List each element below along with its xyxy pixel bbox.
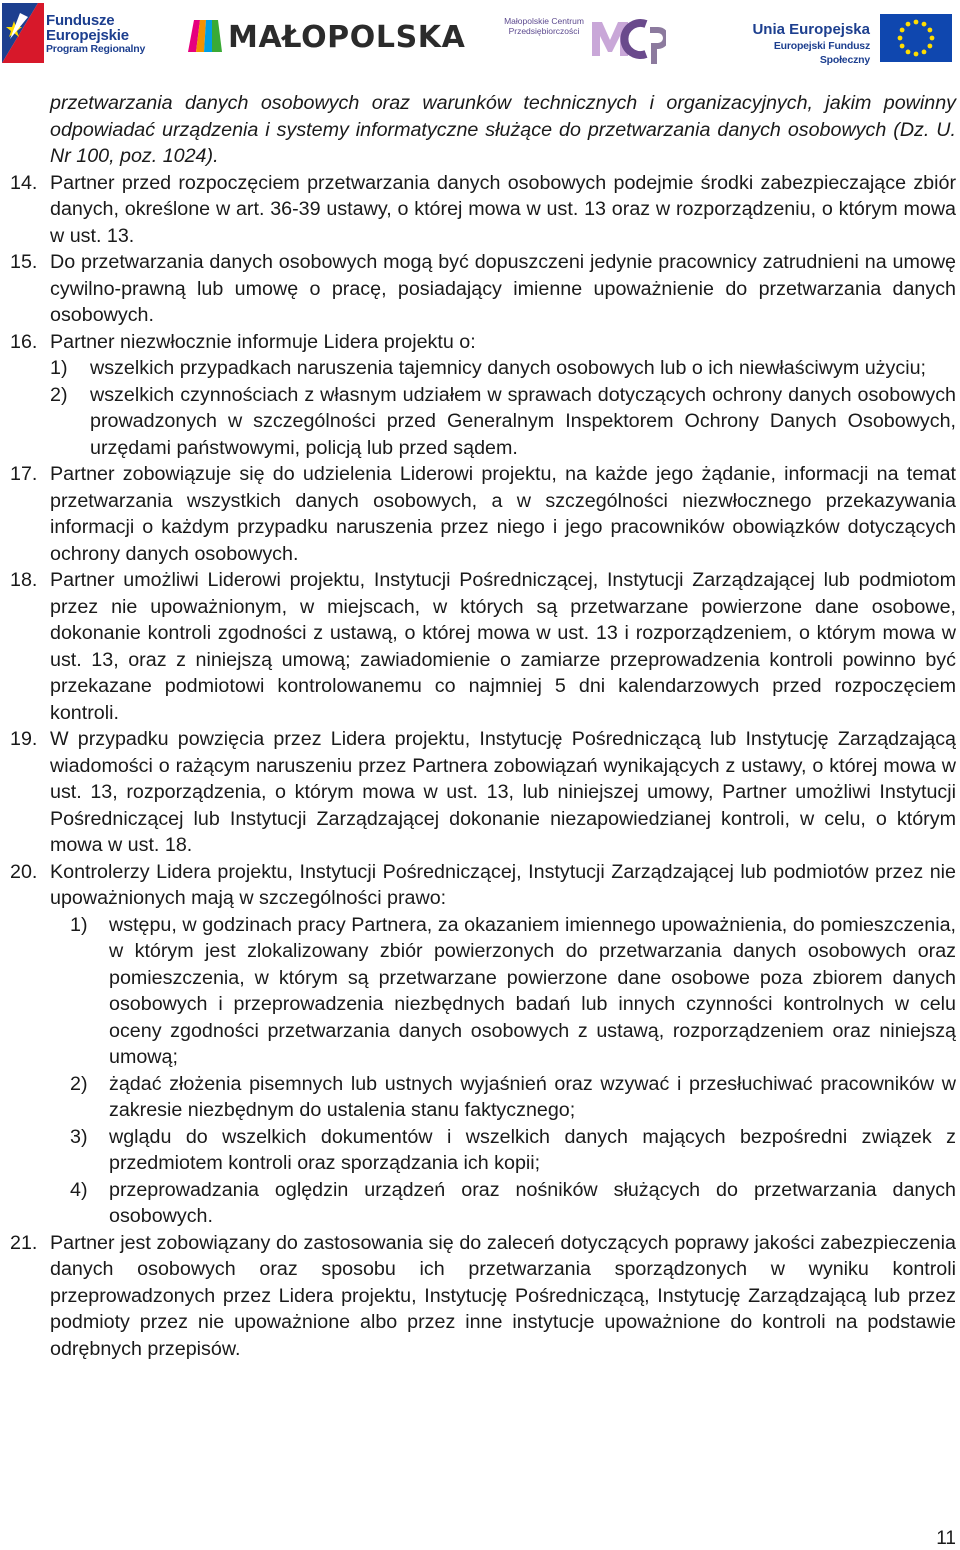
page-header bbox=[0, 0, 960, 72]
malopolska-logo bbox=[186, 16, 466, 56]
paragraph-18 bbox=[10, 567, 956, 726]
paragraph-14 bbox=[10, 170, 956, 250]
paragraph-number: 18. bbox=[10, 569, 38, 591]
point-text: wszelkich przypadkach naruszenia tajemnicy danych osobowych lub o ich niewłaściwym użyciu; bbox=[90, 357, 927, 379]
point-text: przeprowadzania oględzin urządzeń oraz nośników służących do przetwarzania danych osobowych. bbox=[109, 1178, 956, 1227]
mcp-name: Małopolskie Centrum Przedsiębiorczości bbox=[504, 16, 584, 36]
point-number: 4) bbox=[70, 1178, 88, 1201]
paragraph-text: Partner przed rozpoczęciem przetwarzania danych osobowych podejmie środki zabezpieczające zbiór danych, określone w art. 36-39 ustawy, o której mowa w ust. 13 oraz w rozporządzeniu, o którym mowa w ust. 13. bbox=[50, 171, 956, 247]
paragraph-number: 19. bbox=[10, 728, 38, 750]
paragraph-number: 20. bbox=[10, 860, 38, 883]
paragraph-text: Partner niezwłocznie informuje Lidera projektu o: bbox=[50, 330, 476, 353]
paragraph-20-point-4 bbox=[10, 1177, 956, 1230]
eu-flag-icon bbox=[880, 14, 952, 62]
paragraph-16-point-1 bbox=[10, 355, 956, 382]
point-number: 2) bbox=[70, 1072, 88, 1095]
paragraph-text: Do przetwarzania danych osobowych mogą być dopuszczeni jedynie pracownicy zatrudnieni na umowę cywilno-prawną lub umowę o pracę, posiadający imienne upoważnienie do przetwarzania danych osobowych. bbox=[50, 251, 956, 326]
paragraph-20 bbox=[10, 859, 956, 912]
document-body bbox=[10, 90, 956, 1362]
fundusze-europejskie-emblem-icon bbox=[2, 3, 44, 63]
malopolska-m-icon bbox=[186, 16, 226, 56]
fe-line-1: Fundusze bbox=[46, 12, 115, 29]
paragraph-text: Partner jest zobowiązany do zastosowania się do zaleceń dotyczących poprawy jakości zabezpieczenia danych osobowych oraz sposobu ich przetwarzania sporządzonych w wyniku kontroli przeprowadzonych przez Lidera projektu, Instytucję Pośredniczącą, Instytucję Zarządzającą lub przez podmioty przez nie upoważnione albo przez inne instytucje upoważnione do kontroli na podstawie odrębnych przepisów. bbox=[50, 1231, 956, 1360]
paragraph-number: 15. bbox=[10, 251, 38, 273]
paragraph-20-point-2 bbox=[10, 1071, 956, 1124]
paragraph-21 bbox=[10, 1230, 956, 1363]
eu-line-2: Europejski Fundusz Społeczny bbox=[773, 40, 870, 66]
point-number: 1) bbox=[50, 357, 68, 379]
paragraph-text: Partner zobowiązuje się do udzielenia Liderowi projektu, na każde jego żądanie, informacji na temat przetwarzania wszystkich danych osobowych, a w szczególności niezwłocznego przekazywania informacji o każdym przypadku naruszenia przez niego i jego pracowników obowiązków dotyczących ochrony danych osobowych. bbox=[50, 463, 956, 565]
paragraph-number: 14. bbox=[10, 171, 38, 194]
point-text: wszelkich czynnościach z własnym udziałem w sprawach dotyczących ochrony danych osobowych prowadzonych w szczególności przed Generalnym Inspektorem Ochrony Danych Osobowych, urzędami państwowymi, policją lub przed sądem. bbox=[90, 383, 956, 459]
fe-line-2: Europejskie bbox=[46, 27, 129, 44]
paragraph-number: 16. bbox=[10, 330, 38, 353]
point-text: żądać złożenia pisemnych lub ustnych wyjaśnień oraz wzywać i przesłuchiwać pracowników w zakresie niezbędnym do ustalenia stanu faktycznego; bbox=[109, 1072, 956, 1121]
paragraph-20-point-1 bbox=[10, 912, 956, 1071]
point-number: 2) bbox=[50, 383, 68, 406]
point-text: wglądu do wszelkich dokumentów i wszelkich danych mających bezpośredni związek z przedmiotem kontroli oraz sporządzania ich kopii; bbox=[109, 1125, 956, 1174]
eu-line-1: Unia Europejska bbox=[752, 21, 870, 38]
point-number: 3) bbox=[70, 1125, 88, 1148]
paragraph-15 bbox=[10, 249, 956, 329]
mcp-letters-icon bbox=[588, 12, 666, 68]
paragraph-text: Kontrolerzy Lidera projektu, Instytucji Pośredniczącej, Instytucji Zarządzającej lub podmiotów przez nie upoważnionych mają w szczególności prawo: bbox=[50, 860, 956, 909]
paragraph-20-point-3 bbox=[10, 1124, 956, 1177]
unia-europejska-logo bbox=[722, 14, 958, 66]
point-text: wstępu, w godzinach pracy Partnera, za okazaniem imiennego upoważnienia, do pomieszczenia, w którym jest zlokalizowany zbiór powierzonych do przetwarzania danych osobowych oraz pomieszczenia, w którym są przetwarzane powierzone dane osobowe poza zbiorem danych osobowych i przeprowadzenia niezbędnych badań lub innych czynności kontrolnych w celu oceny zgodności przetwarzania danych osobowych z ustawą, rozporządzeniem oraz niniejszą umową; bbox=[109, 913, 956, 1068]
paragraph-number: 17. bbox=[10, 463, 38, 485]
malopolska-wordmark: MAŁOPOLSKA bbox=[228, 20, 466, 55]
point-number: 1) bbox=[70, 913, 88, 936]
fe-line-3: Program Regionalny bbox=[46, 43, 146, 55]
paragraph-16 bbox=[10, 329, 956, 356]
paragraph-17 bbox=[10, 461, 956, 567]
paragraph-text: Partner umożliwi Liderowi projektu, Instytucji Pośredniczącej, Instytucji Zarządzającej lub podmiotom przez nie upoważnionym, w miejscach, w których są przetwarzane powierzone dane osobowe, dokonanie kontroli zgodności z ustawą, o której mowa w ust. 13 i rozporządzeniem, o którym mowa w ust. 13, oraz z niniejszą umową; zawiadomienie o zamiarze przeprowadzenia kontroli powinno być przekazane podmiotowi kontrolowanemu co najmniej 5 dni kalendarzowych przed rozpoczęciem kontroli. bbox=[50, 569, 956, 724]
paragraph-text: W przypadku powzięcia przez Lidera projektu, Instytucję Pośredniczącą lub Instytucję Zarządzającą wiadomości o rażącym naruszeniu przez Partnera zobowiązań wynikających z ustawy, o której mowa w ust. 13, rozporządzenia, o którym mowa w ust. 13, lub niniejszej umowy, Partner umożliwi Instytucji Pośredniczącej lub Instytucji Zarządzającej dokonanie niezapowiedzianej kontroli, w celu, o którym mowa w ust. 18. bbox=[50, 728, 956, 856]
paragraph-16-point-2 bbox=[10, 382, 956, 462]
paragraph-number: 21. bbox=[10, 1231, 38, 1254]
page-number: 11 bbox=[936, 1528, 956, 1549]
intro-paragraph: przetwarzania danych osobowych oraz warunków technicznych i organizacyjnych, jakim powinny odpowiadać urządzenia i systemy informatyczne służące do przetwarzania danych osobowych (Dz. U. Nr 100, poz. 1024). bbox=[50, 92, 956, 167]
paragraph-19 bbox=[10, 726, 956, 859]
mcp-logo bbox=[500, 12, 670, 68]
fundusze-europejskie-logo bbox=[2, 3, 152, 63]
